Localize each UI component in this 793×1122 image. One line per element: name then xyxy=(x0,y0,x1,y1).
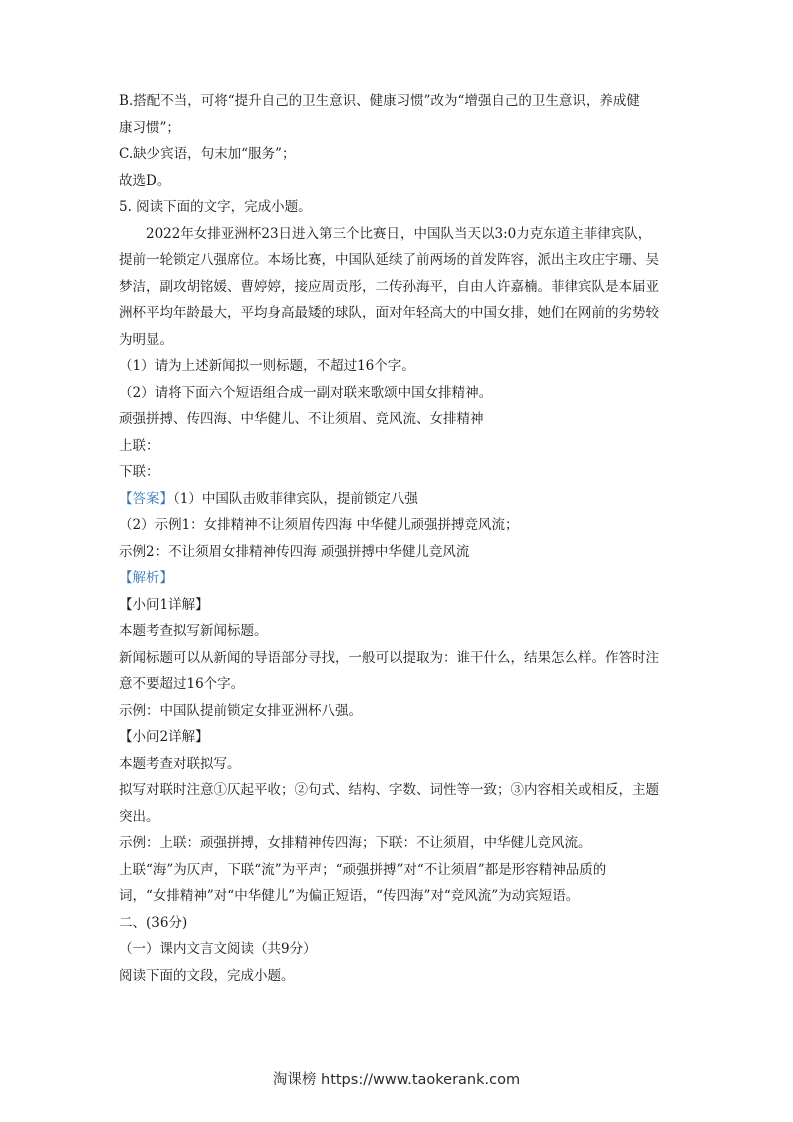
text-line: 本题考查对联拟写。 xyxy=(119,755,241,772)
text-line: 康习惯”； xyxy=(119,119,180,136)
text-line: C.缺少宾语，句末加“服务”； xyxy=(119,146,296,162)
text-line: 意不要超过16个字。 xyxy=(119,676,245,692)
text-line: 词，“女排精神”对“中华健儿”为偏正短语，“传四海”对“竞风流”为动宾短语。 xyxy=(119,888,580,904)
analysis-tag: 【解析】 xyxy=(119,570,173,586)
passage-line: 洲杯平均年龄最大，平均身高最矮的球队，面对年轻高大的中国女排，她们在网前的劣势较 xyxy=(119,305,659,321)
sub-question: （1）请为上述新闻拟一则标题，不超过16个字。 xyxy=(119,358,415,374)
section-heading: 二、(36分) xyxy=(119,914,188,931)
answer-line xyxy=(119,486,679,513)
answer-line: （2）示例1：女排精神不让须眉传四海 中华健儿顽强拼搏竞风流； xyxy=(119,517,519,533)
sub-heading: 【小问1详解】 xyxy=(119,596,209,613)
passage-line: 梦洁，副攻胡铭媛、曹婷婷，接应周贡彤，二传孙海平，自由人许嘉楠。菲律宾队是本届亚 xyxy=(119,278,659,295)
question-heading: 5. 阅读下面的文字，完成小题。 xyxy=(119,199,312,215)
text-line: B.搭配不当，可将“提升自己的卫生意识、健康习惯”改为“增强自己的卫生意识，养成健 xyxy=(119,93,640,109)
upper-couplet-label: 上联： xyxy=(119,437,160,454)
section-subheading: （一）课内文言文阅读（共9分） xyxy=(119,941,317,957)
document-body xyxy=(119,88,679,989)
text-line: 示例：中国队提前锁定女排亚洲杯八强。 xyxy=(119,702,362,719)
text-line: 阅读下面的文段，完成小题。 xyxy=(119,967,295,984)
answer-text: （1）中国队击败菲律宾队，提前锁定八强 xyxy=(173,490,418,507)
answer-line: 示例2：不让须眉女排精神传四海 顽强拼搏中华健儿竞风流 xyxy=(119,543,470,560)
text-line: 突出。 xyxy=(119,808,160,825)
text-line: 拟写对联时注意①仄起平收；②句式、结构、字数、词性等一致；③内容相关或相反，主题 xyxy=(119,782,659,798)
footer-watermark: 淘课榜 https://www.taokerank.com xyxy=(272,1072,521,1088)
answer-tag: 【答案】 xyxy=(119,490,173,507)
sub-question: （2）请将下面六个短语组合成一副对联来歌颂中国女排精神。 xyxy=(119,384,493,401)
text-line: 本题考查拟写新闻标题。 xyxy=(119,623,268,639)
text-line: 示例：上联：顽强拼搏，女排精神传四海；下联：不让须眉，中华健儿竞风流。 xyxy=(119,835,592,851)
passage-line: 2022年女排亚洲杯23日进入第三个比赛日，中国队当天以3:0力克东道主菲律宾队， xyxy=(146,225,652,242)
passage-line: 为明显。 xyxy=(119,331,173,348)
text-line: 故选D。 xyxy=(119,172,171,189)
text-line: 上联“海”为仄声，下联“流”为平声；“顽强拼搏”对“不让须眉”都是形容精神品质的 xyxy=(119,861,607,878)
lower-couplet-label: 下联： xyxy=(119,464,160,480)
phrase-list: 顽强拼搏、传四海、中华健儿、不让须眉、竞风流、女排精神 xyxy=(119,411,484,427)
text-line: 新闻标题可以从新闻的导语部分寻找，一般可以提取为：谁干什么，结果怎么样。作答时注 xyxy=(119,649,659,666)
sub-heading: 【小问2详解】 xyxy=(119,729,209,745)
passage-line: 提前一轮锁定八强席位。本场比赛，中国队延续了前两场的首发阵容，派出主攻庄宇珊、吴 xyxy=(119,252,659,268)
